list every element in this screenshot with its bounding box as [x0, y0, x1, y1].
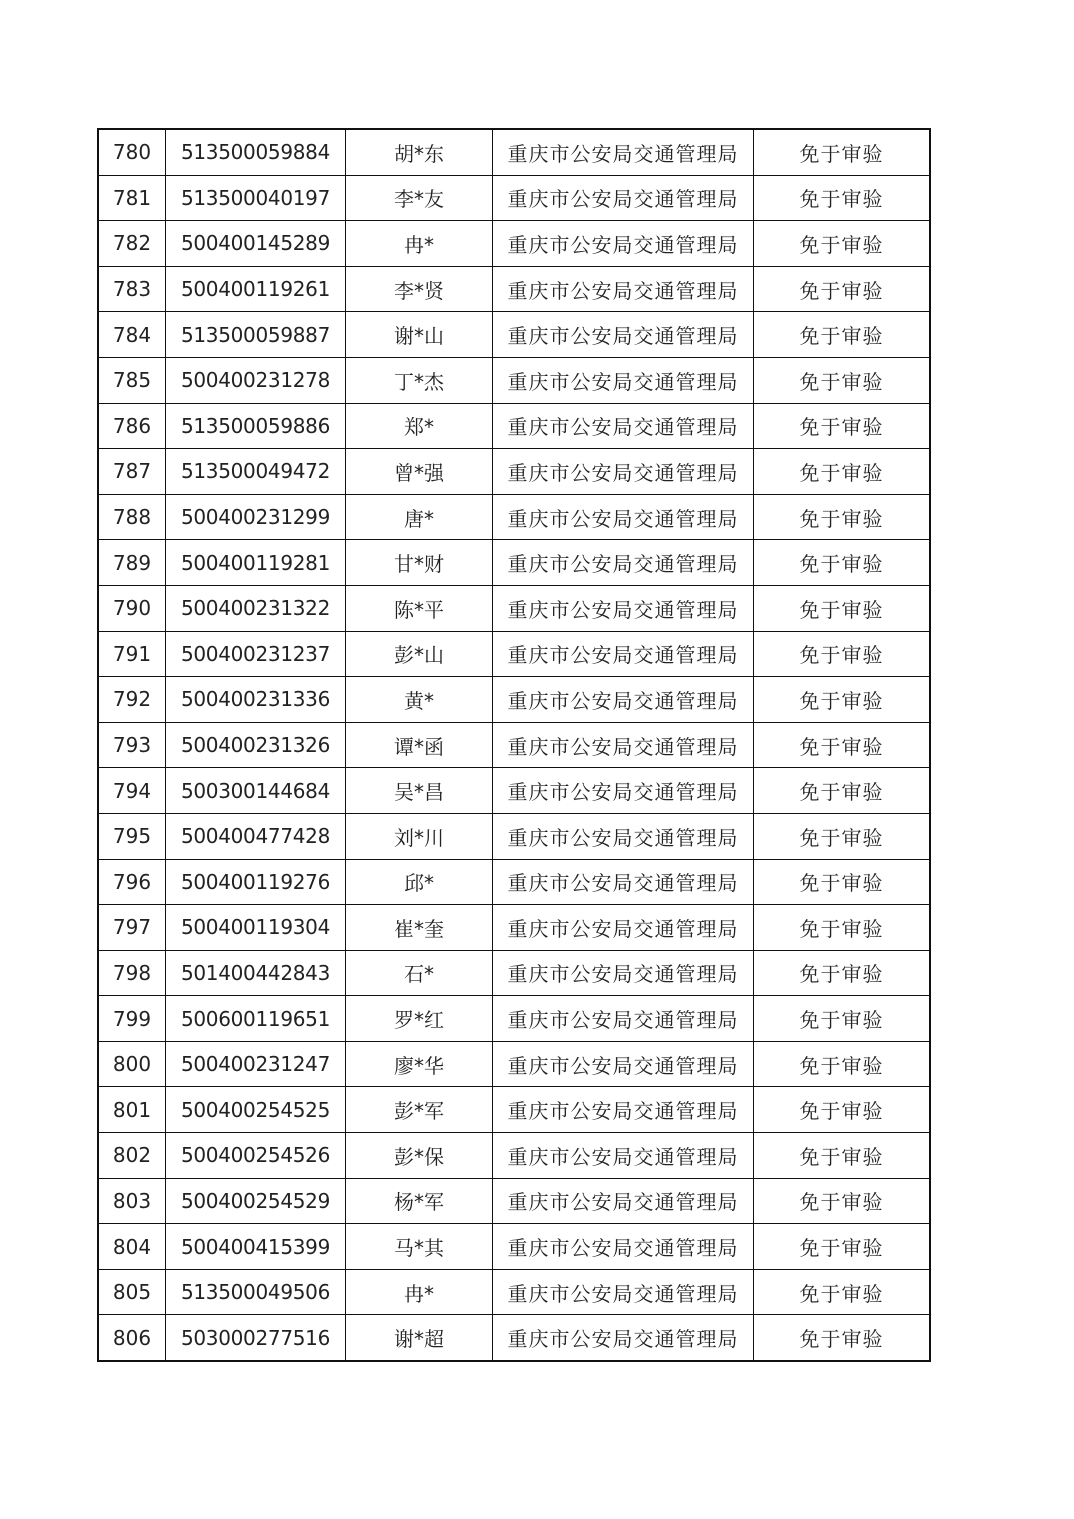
cell-sequence-number: 791 — [98, 631, 166, 677]
cell-issuing-authority: 重庆市公安局交通管理局 — [493, 722, 754, 768]
cell-person-name: 李*友 — [346, 175, 493, 221]
table-row — [98, 221, 930, 267]
table-row — [98, 357, 930, 403]
cell-person-name: 吴*昌 — [346, 768, 493, 814]
cell-person-name: 唐* — [346, 494, 493, 540]
cell-sequence-number: 796 — [98, 859, 166, 905]
cell-issuing-authority: 重庆市公安局交通管理局 — [493, 1041, 754, 1087]
cell-review-status: 免于审验 — [754, 1315, 931, 1361]
cell-sequence-number: 789 — [98, 540, 166, 586]
cell-review-status: 免于审验 — [754, 312, 931, 358]
cell-issuing-authority: 重庆市公安局交通管理局 — [493, 312, 754, 358]
cell-license-number: 501400442843 — [166, 950, 346, 996]
cell-review-status: 免于审验 — [754, 494, 931, 540]
cell-sequence-number: 795 — [98, 813, 166, 859]
cell-issuing-authority: 重庆市公安局交通管理局 — [493, 677, 754, 723]
cell-license-number: 500400231326 — [166, 722, 346, 768]
cell-sequence-number: 783 — [98, 266, 166, 312]
cell-person-name: 陈*平 — [346, 585, 493, 631]
cell-review-status: 免于审验 — [754, 722, 931, 768]
cell-review-status: 免于审验 — [754, 1224, 931, 1270]
cell-issuing-authority: 重庆市公安局交通管理局 — [493, 540, 754, 586]
cell-license-number: 500400231237 — [166, 631, 346, 677]
table-row — [98, 312, 930, 358]
cell-issuing-authority: 重庆市公安局交通管理局 — [493, 859, 754, 905]
cell-license-number: 500300144684 — [166, 768, 346, 814]
cell-review-status: 免于审验 — [754, 175, 931, 221]
cell-sequence-number: 785 — [98, 357, 166, 403]
cell-issuing-authority: 重庆市公安局交通管理局 — [493, 813, 754, 859]
records-table-body — [98, 129, 930, 1361]
cell-review-status: 免于审验 — [754, 1269, 931, 1315]
cell-issuing-authority: 重庆市公安局交通管理局 — [493, 129, 754, 175]
cell-sequence-number: 793 — [98, 722, 166, 768]
table-row — [98, 1133, 930, 1179]
cell-license-number: 500400231299 — [166, 494, 346, 540]
cell-issuing-authority: 重庆市公安局交通管理局 — [493, 494, 754, 540]
cell-review-status: 免于审验 — [754, 996, 931, 1042]
cell-person-name: 刘*川 — [346, 813, 493, 859]
cell-person-name: 杨*军 — [346, 1178, 493, 1224]
cell-sequence-number: 797 — [98, 905, 166, 951]
table-row — [98, 1087, 930, 1133]
cell-issuing-authority: 重庆市公安局交通管理局 — [493, 950, 754, 996]
table-row — [98, 494, 930, 540]
table-row — [98, 996, 930, 1042]
cell-license-number: 500400119276 — [166, 859, 346, 905]
cell-review-status: 免于审验 — [754, 1133, 931, 1179]
table-row — [98, 585, 930, 631]
cell-issuing-authority: 重庆市公安局交通管理局 — [493, 449, 754, 495]
cell-review-status: 免于审验 — [754, 449, 931, 495]
cell-issuing-authority: 重庆市公安局交通管理局 — [493, 996, 754, 1042]
records-table — [97, 128, 931, 1362]
cell-license-number: 513500059884 — [166, 129, 346, 175]
cell-license-number: 500400231247 — [166, 1041, 346, 1087]
cell-sequence-number: 787 — [98, 449, 166, 495]
cell-sequence-number: 805 — [98, 1269, 166, 1315]
cell-person-name: 邱* — [346, 859, 493, 905]
cell-issuing-authority: 重庆市公安局交通管理局 — [493, 585, 754, 631]
cell-license-number: 500400254526 — [166, 1133, 346, 1179]
cell-person-name: 谭*函 — [346, 722, 493, 768]
cell-review-status: 免于审验 — [754, 585, 931, 631]
table-row — [98, 540, 930, 586]
cell-review-status: 免于审验 — [754, 950, 931, 996]
cell-license-number: 500400477428 — [166, 813, 346, 859]
cell-person-name: 胡*东 — [346, 129, 493, 175]
cell-person-name: 彭*山 — [346, 631, 493, 677]
cell-sequence-number: 798 — [98, 950, 166, 996]
cell-license-number: 500400119281 — [166, 540, 346, 586]
cell-person-name: 彭*军 — [346, 1087, 493, 1133]
table-row — [98, 129, 930, 175]
cell-review-status: 免于审验 — [754, 1041, 931, 1087]
cell-license-number: 513500049506 — [166, 1269, 346, 1315]
cell-license-number: 500400415399 — [166, 1224, 346, 1270]
table-row — [98, 813, 930, 859]
cell-issuing-authority: 重庆市公安局交通管理局 — [493, 221, 754, 267]
cell-issuing-authority: 重庆市公安局交通管理局 — [493, 175, 754, 221]
cell-license-number: 500400254529 — [166, 1178, 346, 1224]
cell-review-status: 免于审验 — [754, 129, 931, 175]
cell-review-status: 免于审验 — [754, 859, 931, 905]
cell-review-status: 免于审验 — [754, 357, 931, 403]
table-row — [98, 1178, 930, 1224]
cell-license-number: 500400119261 — [166, 266, 346, 312]
cell-sequence-number: 800 — [98, 1041, 166, 1087]
cell-sequence-number: 802 — [98, 1133, 166, 1179]
cell-review-status: 免于审验 — [754, 768, 931, 814]
cell-license-number: 500400231336 — [166, 677, 346, 723]
table-row — [98, 1269, 930, 1315]
cell-issuing-authority: 重庆市公安局交通管理局 — [493, 1087, 754, 1133]
cell-person-name: 彭*保 — [346, 1133, 493, 1179]
cell-issuing-authority: 重庆市公安局交通管理局 — [493, 1269, 754, 1315]
cell-sequence-number: 804 — [98, 1224, 166, 1270]
cell-review-status: 免于审验 — [754, 677, 931, 723]
cell-review-status: 免于审验 — [754, 540, 931, 586]
cell-issuing-authority: 重庆市公安局交通管理局 — [493, 1315, 754, 1361]
cell-person-name: 郑* — [346, 403, 493, 449]
cell-issuing-authority: 重庆市公安局交通管理局 — [493, 1133, 754, 1179]
cell-issuing-authority: 重庆市公安局交通管理局 — [493, 1178, 754, 1224]
cell-license-number: 503000277516 — [166, 1315, 346, 1361]
cell-sequence-number: 803 — [98, 1178, 166, 1224]
table-row — [98, 449, 930, 495]
cell-person-name: 廖*华 — [346, 1041, 493, 1087]
table-row — [98, 1315, 930, 1361]
table-row — [98, 175, 930, 221]
cell-license-number: 513500059886 — [166, 403, 346, 449]
cell-license-number: 513500059887 — [166, 312, 346, 358]
cell-person-name: 李*贤 — [346, 266, 493, 312]
cell-person-name: 谢*超 — [346, 1315, 493, 1361]
cell-review-status: 免于审验 — [754, 266, 931, 312]
table-row — [98, 950, 930, 996]
cell-license-number: 513500049472 — [166, 449, 346, 495]
cell-person-name: 罗*红 — [346, 996, 493, 1042]
cell-sequence-number: 794 — [98, 768, 166, 814]
cell-review-status: 免于审验 — [754, 905, 931, 951]
cell-license-number: 500600119651 — [166, 996, 346, 1042]
cell-sequence-number: 788 — [98, 494, 166, 540]
cell-sequence-number: 782 — [98, 221, 166, 267]
cell-review-status: 免于审验 — [754, 403, 931, 449]
cell-person-name: 崔*奎 — [346, 905, 493, 951]
table-row — [98, 1224, 930, 1270]
cell-person-name: 黄* — [346, 677, 493, 723]
cell-license-number: 500400145289 — [166, 221, 346, 267]
cell-sequence-number: 780 — [98, 129, 166, 175]
cell-sequence-number: 790 — [98, 585, 166, 631]
cell-license-number: 500400119304 — [166, 905, 346, 951]
cell-sequence-number: 784 — [98, 312, 166, 358]
cell-person-name: 冉* — [346, 1269, 493, 1315]
cell-license-number: 500400254525 — [166, 1087, 346, 1133]
table-row — [98, 859, 930, 905]
table-row — [98, 1041, 930, 1087]
cell-issuing-authority: 重庆市公安局交通管理局 — [493, 631, 754, 677]
cell-review-status: 免于审验 — [754, 813, 931, 859]
cell-sequence-number: 792 — [98, 677, 166, 723]
cell-issuing-authority: 重庆市公安局交通管理局 — [493, 1224, 754, 1270]
cell-review-status: 免于审验 — [754, 1178, 931, 1224]
cell-person-name: 冉* — [346, 221, 493, 267]
cell-person-name: 甘*财 — [346, 540, 493, 586]
cell-review-status: 免于审验 — [754, 1087, 931, 1133]
cell-issuing-authority: 重庆市公安局交通管理局 — [493, 403, 754, 449]
table-row — [98, 631, 930, 677]
cell-person-name: 石* — [346, 950, 493, 996]
cell-license-number: 513500040197 — [166, 175, 346, 221]
cell-sequence-number: 781 — [98, 175, 166, 221]
cell-issuing-authority: 重庆市公安局交通管理局 — [493, 768, 754, 814]
table-row — [98, 905, 930, 951]
cell-sequence-number: 801 — [98, 1087, 166, 1133]
cell-person-name: 马*其 — [346, 1224, 493, 1270]
table-row — [98, 768, 930, 814]
cell-license-number: 500400231278 — [166, 357, 346, 403]
cell-sequence-number: 799 — [98, 996, 166, 1042]
cell-person-name: 曾*强 — [346, 449, 493, 495]
table-row — [98, 677, 930, 723]
cell-review-status: 免于审验 — [754, 631, 931, 677]
cell-issuing-authority: 重庆市公安局交通管理局 — [493, 266, 754, 312]
cell-review-status: 免于审验 — [754, 221, 931, 267]
cell-person-name: 谢*山 — [346, 312, 493, 358]
cell-person-name: 丁*杰 — [346, 357, 493, 403]
cell-license-number: 500400231322 — [166, 585, 346, 631]
table-row — [98, 266, 930, 312]
cell-issuing-authority: 重庆市公安局交通管理局 — [493, 357, 754, 403]
cell-sequence-number: 806 — [98, 1315, 166, 1361]
table-row — [98, 722, 930, 768]
cell-sequence-number: 786 — [98, 403, 166, 449]
table-row — [98, 403, 930, 449]
cell-issuing-authority: 重庆市公安局交通管理局 — [493, 905, 754, 951]
